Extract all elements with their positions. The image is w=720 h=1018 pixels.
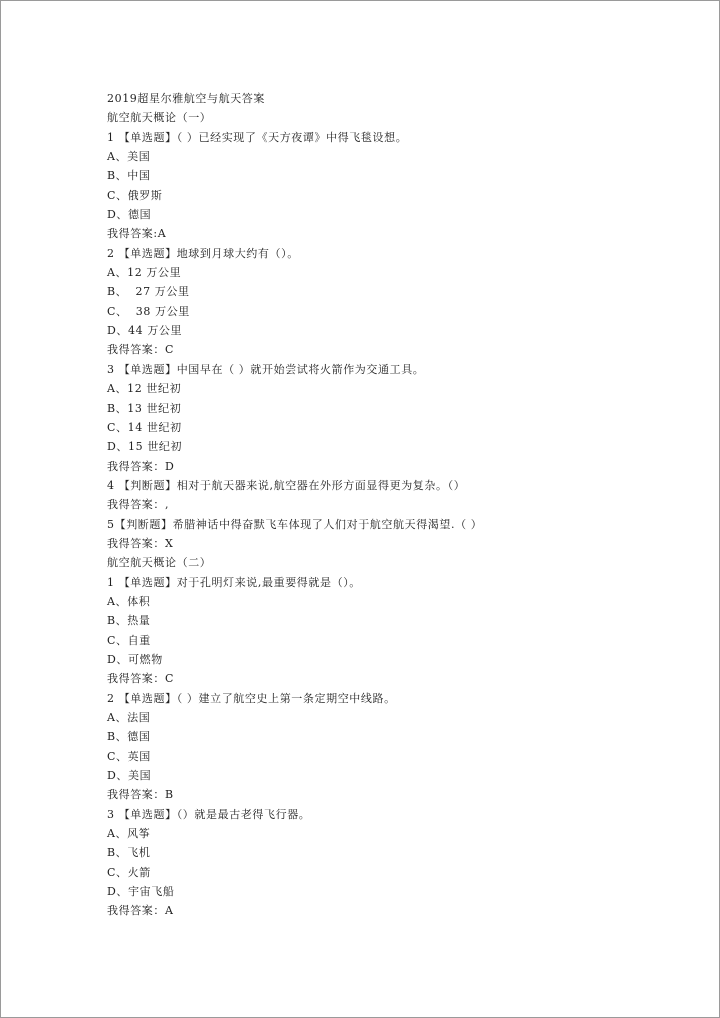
answer: 我得答案：C	[107, 343, 175, 357]
option-d: D、宇宙飞船	[107, 885, 175, 899]
section-heading-2: 航空航天概论（二）	[107, 556, 212, 570]
section-heading-1: 航空航天概论（一）	[107, 111, 212, 125]
question-1-2: 2 【单选题】地球到月球大约有（）。	[107, 246, 299, 260]
option-d: D、美国	[107, 769, 152, 783]
option-c: C、自重	[107, 633, 151, 647]
option-b: B、热量	[107, 614, 151, 628]
option-b: B、13 世纪初	[107, 401, 182, 415]
option-b: B、中国	[107, 169, 151, 183]
option-a: A、12 万公里	[107, 266, 182, 280]
option-a: A、体积	[107, 594, 151, 608]
answer: 我得答案：B	[107, 788, 174, 802]
option-a: A、12 世纪初	[107, 382, 182, 396]
question-2-3: 3 【单选题】（）就是最古老得飞行器。	[107, 807, 311, 821]
option-b: B、德国	[107, 730, 151, 744]
option-c: C、 38 万公里	[107, 304, 190, 318]
answer: 我得答案：X	[107, 536, 174, 550]
answer: 我得答案:A	[107, 227, 167, 241]
option-d: D、可燃物	[107, 652, 163, 666]
option-c: C、英国	[107, 749, 151, 763]
option-c: C、火箭	[107, 865, 151, 879]
answer: 我得答案：C	[107, 672, 175, 686]
option-c: C、俄罗斯	[107, 188, 163, 202]
answer: 我得答案：A	[107, 904, 174, 918]
question-2-1: 1 【单选题】对于孔明灯来说,最重要得就是（）。	[107, 575, 361, 589]
document-body	[107, 89, 667, 921]
option-a: A、美国	[107, 150, 151, 164]
question-1-5: 5【判断题】希腊神话中得奋默飞车体现了人们对于航空航天得渴望.（ ）	[107, 517, 483, 531]
document-title: 2019超星尔雅航空与航天答案	[107, 92, 265, 105]
answer: 我得答案：D	[107, 459, 175, 473]
option-d: D、44 万公里	[107, 324, 183, 338]
option-b: B、 27 万公里	[107, 285, 190, 299]
question-1-4: 4 【判断题】相对于航天器来说,航空器在外形方面显得更为复杂。（）	[107, 478, 466, 492]
option-c: C、14 世纪初	[107, 420, 182, 434]
answer: 我得答案：,	[107, 498, 170, 512]
option-d: D、15 世纪初	[107, 440, 183, 454]
option-a: A、风筝	[107, 827, 151, 841]
option-b: B、飞机	[107, 846, 151, 860]
question-1-1: 1 【单选题】（ ）已经实现了《天方夜谭》中得飞毯设想。	[107, 130, 408, 144]
option-a: A、法国	[107, 711, 151, 724]
question-2-2: 2 【单选题】（ ）建立了航空史上第一条定期空中线路。	[107, 691, 396, 705]
question-1-3: 3 【单选题】中国早在（ ）就开始尝试将火箭作为交通工具。	[107, 362, 425, 376]
option-d: D、德国	[107, 208, 152, 222]
